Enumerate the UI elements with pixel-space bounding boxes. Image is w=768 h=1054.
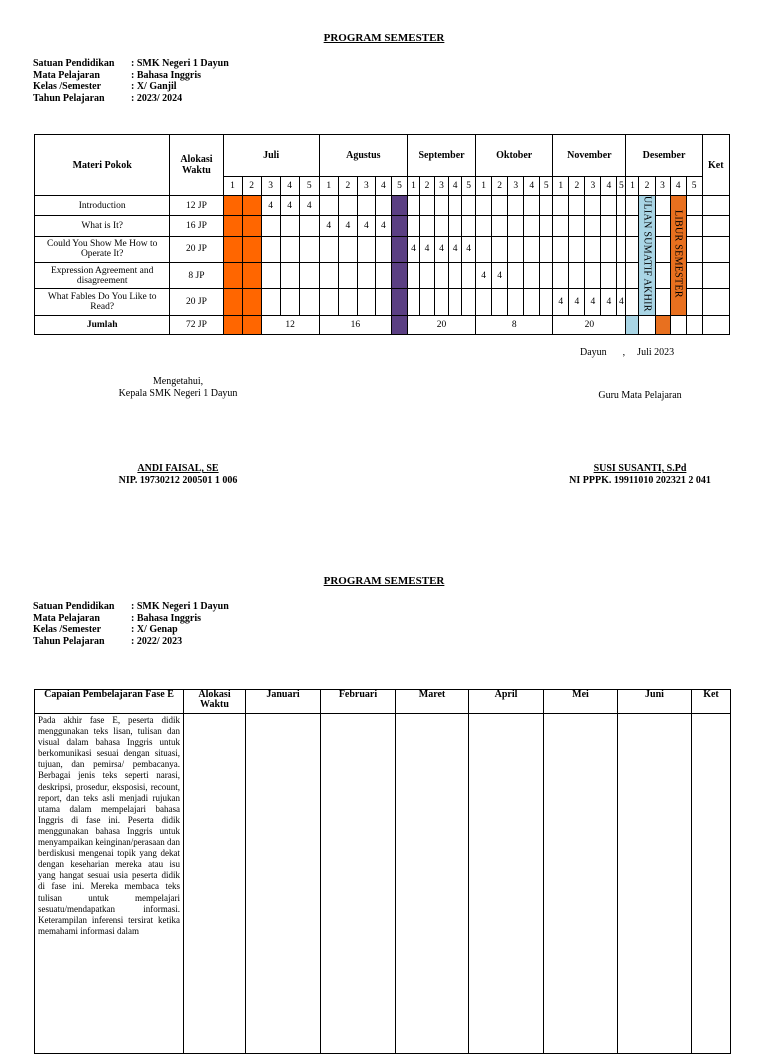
week-number: 1 [626, 177, 639, 196]
doc2-info [33, 601, 229, 647]
week-number: 5 [617, 177, 626, 196]
info-row: Kelas /Semester : X/ Ganjil [33, 81, 177, 92]
info-row: Mata Pelajaran : Bahasa Inggris [33, 69, 202, 81]
header-month-november: November [553, 135, 626, 177]
mark-cell: 4 [449, 236, 462, 262]
header-month-juli: Juli [223, 135, 319, 177]
total-oktober: 8 [476, 315, 553, 334]
header-month-maret: Maret [396, 690, 469, 714]
info-row: Kelas /Semester : X/ Genap [33, 624, 178, 635]
week-number: 3 [585, 177, 601, 196]
header-month-desember: Desember [626, 135, 702, 177]
mark-cell: 4 [585, 289, 601, 315]
total-alokasi: 72 JP [170, 315, 223, 334]
week-number: 5 [540, 177, 553, 196]
info-row: Mata Pelajaran : Bahasa Inggris [33, 612, 202, 624]
week-number: 2 [569, 177, 585, 196]
week-number: 1 [553, 177, 569, 196]
alokasi-cell: 12 JP [170, 196, 223, 216]
week-number: 2 [242, 177, 261, 196]
week-number: 1 [476, 177, 492, 196]
total-september: 20 [407, 315, 475, 334]
mark-cell: 4 [419, 236, 434, 262]
ulangan-sumatif-cell: ULIAN SUMATIF AKHIR [639, 196, 655, 316]
signature-right-name: SUSI SUSANTI, S.Pd NI PPPK. 19911010 202321 2 041 [569, 463, 711, 486]
week-number: 2 [639, 177, 655, 196]
header-month-september: September [407, 135, 475, 177]
header-ket: Ket [692, 690, 731, 714]
signature-right: Guru Mata Pelajaran [598, 390, 682, 401]
header-materi: Materi Pokok [35, 135, 170, 196]
total-november: 20 [553, 315, 626, 334]
header-month-april: April [469, 690, 544, 714]
header-month-mei: Mei [544, 690, 618, 714]
doc1-schedule-table [34, 134, 730, 335]
place-date: Dayun , Juli 2023 [580, 347, 675, 358]
header-month-februari: Februari [321, 690, 396, 714]
week-number: 4 [601, 177, 617, 196]
materi-cell: Expression Agreement and disagreement [35, 262, 170, 288]
week-number: 3 [435, 177, 449, 196]
header-month-agustus: Agustus [319, 135, 407, 177]
doc2-schedule-table [34, 689, 731, 1054]
week-number: 5 [299, 177, 319, 196]
mark-cell: 4 [601, 289, 617, 315]
week-number: 4 [280, 177, 299, 196]
week-number: 5 [391, 177, 407, 196]
week-number: 3 [508, 177, 524, 196]
week-number: 1 [407, 177, 419, 196]
week-number: 4 [524, 177, 540, 196]
header-month-januari: Januari [246, 690, 321, 714]
mark-cell: 4 [553, 289, 569, 315]
mark-cell: 4 [261, 196, 280, 216]
header-ket: Ket [702, 135, 729, 196]
header-alokasi: Alokasi Waktu [184, 690, 246, 714]
header-alokasi: Alokasi Waktu [170, 135, 223, 196]
week-number: 3 [261, 177, 280, 196]
mark-cell: 4 [357, 216, 375, 236]
signature-left-name: ANDI FAISAL, SE NIP. 19730212 200501 1 006 [118, 463, 238, 486]
week-number: 4 [449, 177, 462, 196]
mark-cell: 4 [319, 216, 338, 236]
header-capaian: Capaian Pembelajaran Fase E [35, 690, 184, 714]
mark-cell: 4 [338, 216, 357, 236]
materi-cell: Could You Show Me How to Operate It? [35, 236, 170, 262]
week-number: 4 [670, 177, 686, 196]
week-number: 1 [319, 177, 338, 196]
week-number: 3 [357, 177, 375, 196]
info-row: Satuan Pendidikan : SMK Negeri 1 Dayun [33, 601, 229, 612]
alokasi-cell: 16 JP [170, 216, 223, 236]
total-agustus: 16 [319, 315, 391, 334]
info-row: Tahun Pelajaran : 2022/ 2023 [33, 635, 183, 647]
alokasi-cell: 20 JP [170, 236, 223, 262]
header-month-oktober: Oktober [476, 135, 553, 177]
doc1-title: PROGRAM SEMESTER [323, 32, 445, 44]
materi-cell: What Fables Do You Like to Read? [35, 289, 170, 315]
header-month-juni: Juni [618, 690, 692, 714]
mark-cell: 4 [375, 216, 391, 236]
mark-cell: 4 [435, 236, 449, 262]
libur-semester-cell: LIBUR SEMESTER [670, 196, 686, 316]
mark-cell: 4 [299, 196, 319, 216]
week-number: 5 [462, 177, 476, 196]
mark-cell: 4 [280, 196, 299, 216]
mark-cell: 4 [492, 262, 508, 288]
week-number: 2 [419, 177, 434, 196]
mark-cell: 4 [407, 236, 419, 262]
alokasi-cell: 8 JP [170, 262, 223, 288]
week-number: 3 [655, 177, 670, 196]
total-juli: 12 [261, 315, 319, 334]
capaian-text: Pada akhir fase E, peserta didik menggunakan teks lisan, tulisan dan visual dalam bahasa Inggris untuk berkomunikasi sesuai dengan situasi, tujuan, dan pemirsa/ pembacanya. Berbagai jenis teks seperti narasi, deskripsi, prosedur, eksposisi, recount, report, dan teks asli menjadi rujukan utama dalam mempelajari bahasa Inggris di fase ini. Peserta didik menggunakan bahasa Inggris untuk menyampaikan keinginan/perasaan dan berdiskusi mengenai topik yang dekat dengan keseharian mereka atau isu yang hangat sesuai usia peserta didik di fase ini. Mereka membaca teks tulisan untuk mempelajari sesuatu/mendapatkan informasi. Keterampilan inferensi tersirat ketika memahami informasi dalam [35, 714, 184, 1054]
doc1-info [33, 58, 229, 104]
week-number: 5 [686, 177, 702, 196]
week-number: 2 [338, 177, 357, 196]
week-number: 1 [223, 177, 242, 196]
mark-cell: 4 [569, 289, 585, 315]
week-number: 2 [492, 177, 508, 196]
mark-cell: 4 [476, 262, 492, 288]
signature-left: Mengetahui, Kepala SMK Negeri 1 Dayun [118, 376, 238, 399]
info-row: Satuan Pendidikan : SMK Negeri 1 Dayun [33, 58, 229, 69]
materi-cell: What is It? [35, 216, 170, 236]
total-label: Jumlah [35, 315, 170, 334]
mark-cell: 4 [462, 236, 476, 262]
doc2-title: PROGRAM SEMESTER [323, 575, 445, 587]
week-number: 4 [375, 177, 391, 196]
mark-cell: 4 [617, 289, 626, 315]
info-row: Tahun Pelajaran : 2023/ 2024 [33, 92, 183, 104]
materi-cell: Introduction [35, 196, 170, 216]
alokasi-cell: 20 JP [170, 289, 223, 315]
